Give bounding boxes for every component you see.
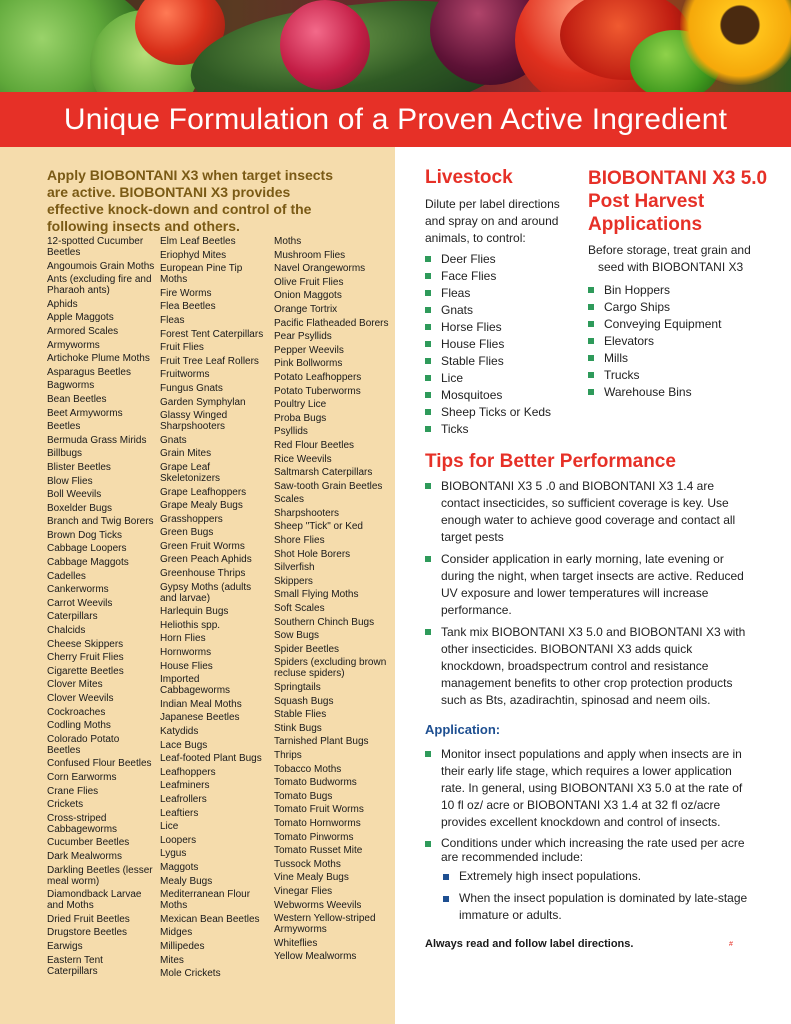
list-item: Fire Worms: [160, 287, 212, 299]
post-harvest-list: [588, 282, 721, 401]
list-item: Gnats: [425, 302, 551, 319]
insect-list-col1: [47, 236, 155, 979]
list-item: Blow Flies: [47, 475, 93, 487]
list-item: Tomato Budworms: [274, 777, 357, 789]
list-item: Fleas: [160, 314, 185, 326]
list-item: Shot Hole Borers: [274, 548, 351, 560]
list-item: Whiteflies: [274, 937, 318, 949]
list-item: Vinegar Flies: [274, 885, 333, 897]
list-item: Mosquitoes: [425, 387, 551, 404]
list-item: Leafrollers: [160, 793, 207, 805]
page-title: Unique Formulation of a Proven Active Ingredient: [63, 102, 728, 136]
list-item: Imported Cabbageworms: [160, 674, 231, 697]
list-item: Garden Symphylan: [160, 396, 246, 408]
list-item: Harlequin Bugs: [160, 606, 229, 618]
list-item: Extremely high insect populations.: [441, 868, 755, 885]
livestock-heading: Livestock: [425, 167, 513, 188]
list-item: Dark Mealworms: [47, 850, 123, 862]
list-item: Navel Orangeworms: [274, 263, 366, 275]
list-item: Sheep "Tick" or Ked: [274, 521, 363, 533]
application-heading: Application:: [425, 722, 501, 737]
list-item: Drugstore Beetles: [47, 927, 128, 939]
list-item: Fruitworms: [160, 369, 210, 381]
list-item: Fleas: [425, 285, 551, 302]
list-item: Eastern Tent Caterpillars: [47, 954, 103, 977]
list-item: Green Peach Aphids: [160, 554, 252, 566]
list-item: Chalcids: [47, 625, 86, 637]
list-item: Pink Bollworms: [274, 358, 343, 370]
list-item: Sow Bugs: [274, 630, 320, 642]
list-item: Carrot Weevils: [47, 597, 113, 609]
list-item: Cherry Fruit Flies: [47, 652, 124, 664]
list-item: Ticks: [425, 421, 551, 438]
list-item: Shore Flies: [274, 535, 325, 547]
list-item: Psyllids: [274, 426, 308, 438]
list-item: BIOBONTANI X3 5 .0 and BIOBONTANI X3 1.4 are contact insecticides, so sufficient coverage is key. Use enough water to achieve good coverage and contact all target pests: [425, 478, 755, 546]
list-item: Bean Beetles: [47, 393, 107, 405]
list-item: Saw-tooth Grain Beetles: [274, 480, 383, 492]
list-item: Codling Moths: [47, 720, 111, 732]
list-item: Grape Leaf Skeletonizers: [160, 461, 221, 484]
list-item: Tomato Russet Mite: [274, 845, 363, 857]
list-item: Armyworms: [47, 339, 100, 351]
list-item: Rice Weevils: [274, 453, 332, 465]
radish-shape: [280, 0, 370, 90]
list-item: Tank mix BIOBONTANI X3 5.0 and BIOBONTANI X3 with other insecticides. BIOBONTANI X3 adds quick knockdown, broadspectrum control and resistance management benefits to other crop protection products such as Bts, azadirachtin, spinosad and neem oils.: [425, 624, 755, 709]
list-item: Springtails: [274, 682, 321, 693]
list-item: Skippers: [274, 575, 313, 587]
list-item: Cabbage Loopers: [47, 543, 127, 555]
list-item: Midges: [160, 927, 193, 939]
list-item: Moths: [274, 236, 302, 247]
list-item: Beetles: [47, 421, 81, 433]
list-item: Asparagus Beetles: [47, 366, 131, 378]
list-item: Cigarette Beetles: [47, 665, 124, 677]
list-item: Lice: [425, 370, 551, 387]
livestock-list: [425, 251, 551, 438]
list-item: Eriophyd Mites: [160, 249, 227, 261]
list-item: Clover Mites: [47, 679, 103, 691]
insect-list-col3: [274, 236, 392, 965]
application-item: Monitor insect populations and apply when insects are in their early life stage, which requires a lower application rate. In general, using BIOBONTANI X3 5.0 at the rate of 10 fl oz/ acre or BIOBONTANI X3 1.4 at 32 fl oz/acre provides excellent knockdown and control of insects.: [425, 746, 755, 831]
list-item: Grape Leafhoppers: [160, 486, 247, 498]
list-item: Potato Tuberworms: [274, 385, 361, 397]
list-item: Cucumber Beetles: [47, 837, 130, 849]
list-item: Mills: [588, 350, 721, 367]
list-item: Gnats: [160, 434, 187, 446]
list-item: Horn Flies: [160, 633, 206, 645]
list-item: Spiders (excluding brown recluse spiders): [274, 657, 387, 680]
list-item: Colorado Potato Beetles: [47, 733, 120, 756]
list-item: Mexican Bean Beetles: [160, 913, 260, 925]
list-item: Green Fruit Worms: [160, 540, 245, 552]
list-item: Potato Leafhoppers: [274, 371, 362, 383]
list-item: Cheese Skippers: [47, 638, 124, 650]
list-item: European Pine Tip Moths: [160, 263, 243, 286]
list-item: Apple Maggots: [47, 312, 114, 324]
list-item: Tomato Fruit Worms: [274, 804, 364, 816]
list-item: Bermuda Grass Mirids: [47, 434, 147, 446]
list-item: Webworms Weevils: [274, 899, 362, 911]
list-item: Boxelder Bugs: [47, 502, 113, 514]
list-item: Earwigs: [47, 940, 83, 952]
list-item: Heliothis spp.: [160, 619, 221, 631]
list-item: Bin Hoppers: [588, 282, 721, 299]
list-item: Glassy Winged Sharpshooters: [160, 410, 228, 433]
list-item: Grain Mites: [160, 448, 212, 460]
list-item: Crane Flies: [47, 785, 99, 797]
list-item: Vine Mealy Bugs: [274, 872, 349, 884]
list-item: Fruit Flies: [160, 342, 204, 354]
list-item: Squash Bugs: [274, 695, 334, 707]
produce-banner-image: [0, 0, 791, 92]
list-item: Beet Armyworms: [47, 407, 123, 419]
list-item: Soft Scales: [274, 603, 325, 615]
application-sub-list: [441, 868, 755, 924]
list-item: Tussock Moths: [274, 858, 341, 870]
list-item: Caterpillars: [47, 611, 98, 623]
list-item: Aphids: [47, 298, 78, 310]
list-item: Sharpshooters: [274, 507, 340, 519]
list-item: House Flies: [425, 336, 551, 353]
list-item: Small Flying Moths: [274, 589, 359, 601]
tips-list: [425, 478, 755, 714]
list-item: Forest Tent Caterpillars: [160, 328, 264, 340]
list-item: Elevators: [588, 333, 721, 350]
list-item: Cockroaches: [47, 706, 106, 718]
list-item: Yellow Mealworms: [274, 951, 357, 963]
list-item: Leafminers: [160, 780, 210, 792]
list-item: Orange Tortrix: [274, 303, 338, 315]
list-item: Billbugs: [47, 448, 83, 460]
list-item: Elm Leaf Beetles: [160, 236, 236, 247]
list-item: Red Flour Beetles: [274, 439, 355, 451]
list-item: Stink Bugs: [274, 722, 322, 734]
application-item-text: Conditions under which increasing the rate used per acre are recommended include:: [441, 836, 745, 864]
tips-heading: Tips for Better Performance: [425, 451, 676, 472]
page-marker: #: [729, 941, 733, 948]
list-item: Green Bugs: [160, 527, 214, 539]
livestock-description: Dilute per label directions and spray on and around animals, to control:: [425, 197, 560, 245]
list-item: Gypsy Moths (adults and larvae): [160, 581, 252, 604]
list-item: Cargo Ships: [588, 299, 721, 316]
list-item: House Flies: [160, 660, 213, 672]
list-item: Mealy Bugs: [160, 875, 213, 887]
list-item: Scales: [274, 494, 305, 506]
list-item: Deer Flies: [425, 251, 551, 268]
label-directions-note: Always read and follow label directions.: [425, 938, 634, 950]
list-item: Diamondback Larvae and Moths: [47, 889, 142, 912]
list-item: Ants (excluding fire and Pharaoh ants): [47, 274, 152, 297]
list-item: Boll Weevils: [47, 489, 102, 501]
application-list: [425, 746, 755, 929]
list-item: Clover Weevils: [47, 693, 114, 704]
list-item: Lace Bugs: [160, 739, 208, 751]
list-item: Loopers: [160, 834, 197, 846]
list-item: Spider Beetles: [274, 643, 340, 655]
list-item: Olive Fruit Flies: [274, 276, 344, 288]
list-item: Bagworms: [47, 380, 95, 392]
list-item: Angoumois Grain Moths: [47, 260, 155, 272]
list-item: Hornworms: [160, 647, 212, 659]
list-item: Lice: [160, 821, 179, 833]
list-item: Cross-striped Cabbageworms: [47, 812, 118, 835]
list-item: Cadelles: [47, 570, 86, 582]
list-item: Stable Flies: [425, 353, 551, 370]
title-bar: [0, 92, 791, 147]
list-item: Crickets: [47, 799, 84, 811]
application-item: [425, 836, 755, 924]
list-item: Silverfish: [274, 562, 315, 574]
list-item: Japanese Beetles: [160, 712, 240, 724]
list-item: Brown Dog Ticks: [47, 529, 123, 541]
insect-list-col2: [160, 236, 270, 982]
list-item: Indian Meal Moths: [160, 698, 242, 710]
list-item: Face Flies: [425, 268, 551, 285]
list-item: Leaf-footed Plant Bugs: [160, 753, 262, 765]
list-item: Tomato Bugs: [274, 790, 333, 802]
list-item: Tarnished Plant Bugs: [274, 736, 369, 748]
list-item: Grasshoppers: [160, 513, 223, 525]
list-item: Poultry Lice: [274, 399, 327, 411]
list-item: Warehouse Bins: [588, 384, 721, 401]
list-item: Southern Chinch Bugs: [274, 616, 375, 628]
list-item: Dried Fruit Beetles: [47, 913, 130, 925]
list-item: Pepper Weevils: [274, 344, 344, 356]
list-item: Leaftiers: [160, 807, 199, 819]
list-item: Fruit Tree Leaf Rollers: [160, 355, 259, 367]
list-item: Tobacco Moths: [274, 763, 342, 775]
list-item: Pear Psyllids: [274, 331, 332, 343]
list-item: Artichoke Plume Moths: [47, 353, 150, 365]
list-item: Corn Earworms: [47, 771, 117, 783]
list-item: Branch and Twig Borers: [47, 516, 154, 528]
post-harvest-description: [588, 242, 758, 276]
list-item: Cabbage Maggots: [47, 557, 129, 569]
list-item: Western Yellow-striped Armyworms: [274, 913, 376, 936]
list-item: Pacific Flatheaded Borers: [274, 317, 389, 329]
list-item: When the insect population is dominated by late-stage immature or adults.: [441, 890, 755, 924]
list-item: Maggots: [160, 861, 199, 873]
list-item: Consider application in early morning, late evening or during the night, when target insects are active. Reduced UV exposure and lower temperatures will increase performance.: [425, 551, 755, 619]
list-item: Tomato Pinworms: [274, 831, 354, 843]
list-item: Greenhouse Thrips: [160, 568, 246, 580]
list-item: Cankerworms: [47, 584, 109, 596]
list-item: Flea Beetles: [160, 301, 216, 313]
list-item: Armored Scales: [47, 325, 119, 337]
intro-text: Apply BIOBONTANI X3 when target insects are active. BIOBONTANI X3 provides effective knock-down and control of the following insects and others.: [47, 167, 334, 234]
list-item: Lygus: [160, 848, 187, 860]
list-item: Mediterranean Flour Moths: [160, 889, 251, 912]
post-harvest-desc-line1: Before storage, treat grain and: [588, 243, 751, 257]
list-item: Katydids: [160, 726, 199, 737]
list-item: Onion Maggots: [274, 290, 342, 302]
list-item: Blister Beetles: [47, 461, 111, 473]
post-harvest-heading: BIOBONTANI X3 5.0 Post Harvest Applications: [588, 168, 768, 235]
list-item: Fungus Gnats: [160, 382, 223, 394]
list-item: Conveying Equipment: [588, 316, 721, 333]
list-item: Confused Flour Beetles: [47, 758, 152, 770]
list-item: Thrips: [274, 749, 302, 761]
list-item: Sheep Ticks or Keds: [425, 404, 551, 421]
list-item: Tomato Hornworms: [274, 817, 361, 829]
list-item: Grape Mealy Bugs: [160, 500, 243, 512]
list-item: Millipedes: [160, 940, 205, 952]
list-item: Proba Bugs: [274, 412, 327, 424]
list-item: Mushroom Flies: [274, 249, 346, 261]
list-item: Mole Crickets: [160, 968, 221, 980]
list-item: Mites: [160, 954, 184, 966]
list-item: Leafhoppers: [160, 766, 216, 778]
list-item: Horse Flies: [425, 319, 551, 336]
list-item: Stable Flies: [274, 709, 327, 721]
list-item: Darkling Beetles (lesser meal worm): [47, 864, 153, 887]
list-item: 12-spotted Cucumber Beetles: [47, 236, 144, 258]
list-item: Saltmarsh Caterpillars: [274, 467, 373, 479]
post-harvest-desc-line2: seed with BIOBONTANI X3: [598, 260, 744, 274]
list-item: Trucks: [588, 367, 721, 384]
